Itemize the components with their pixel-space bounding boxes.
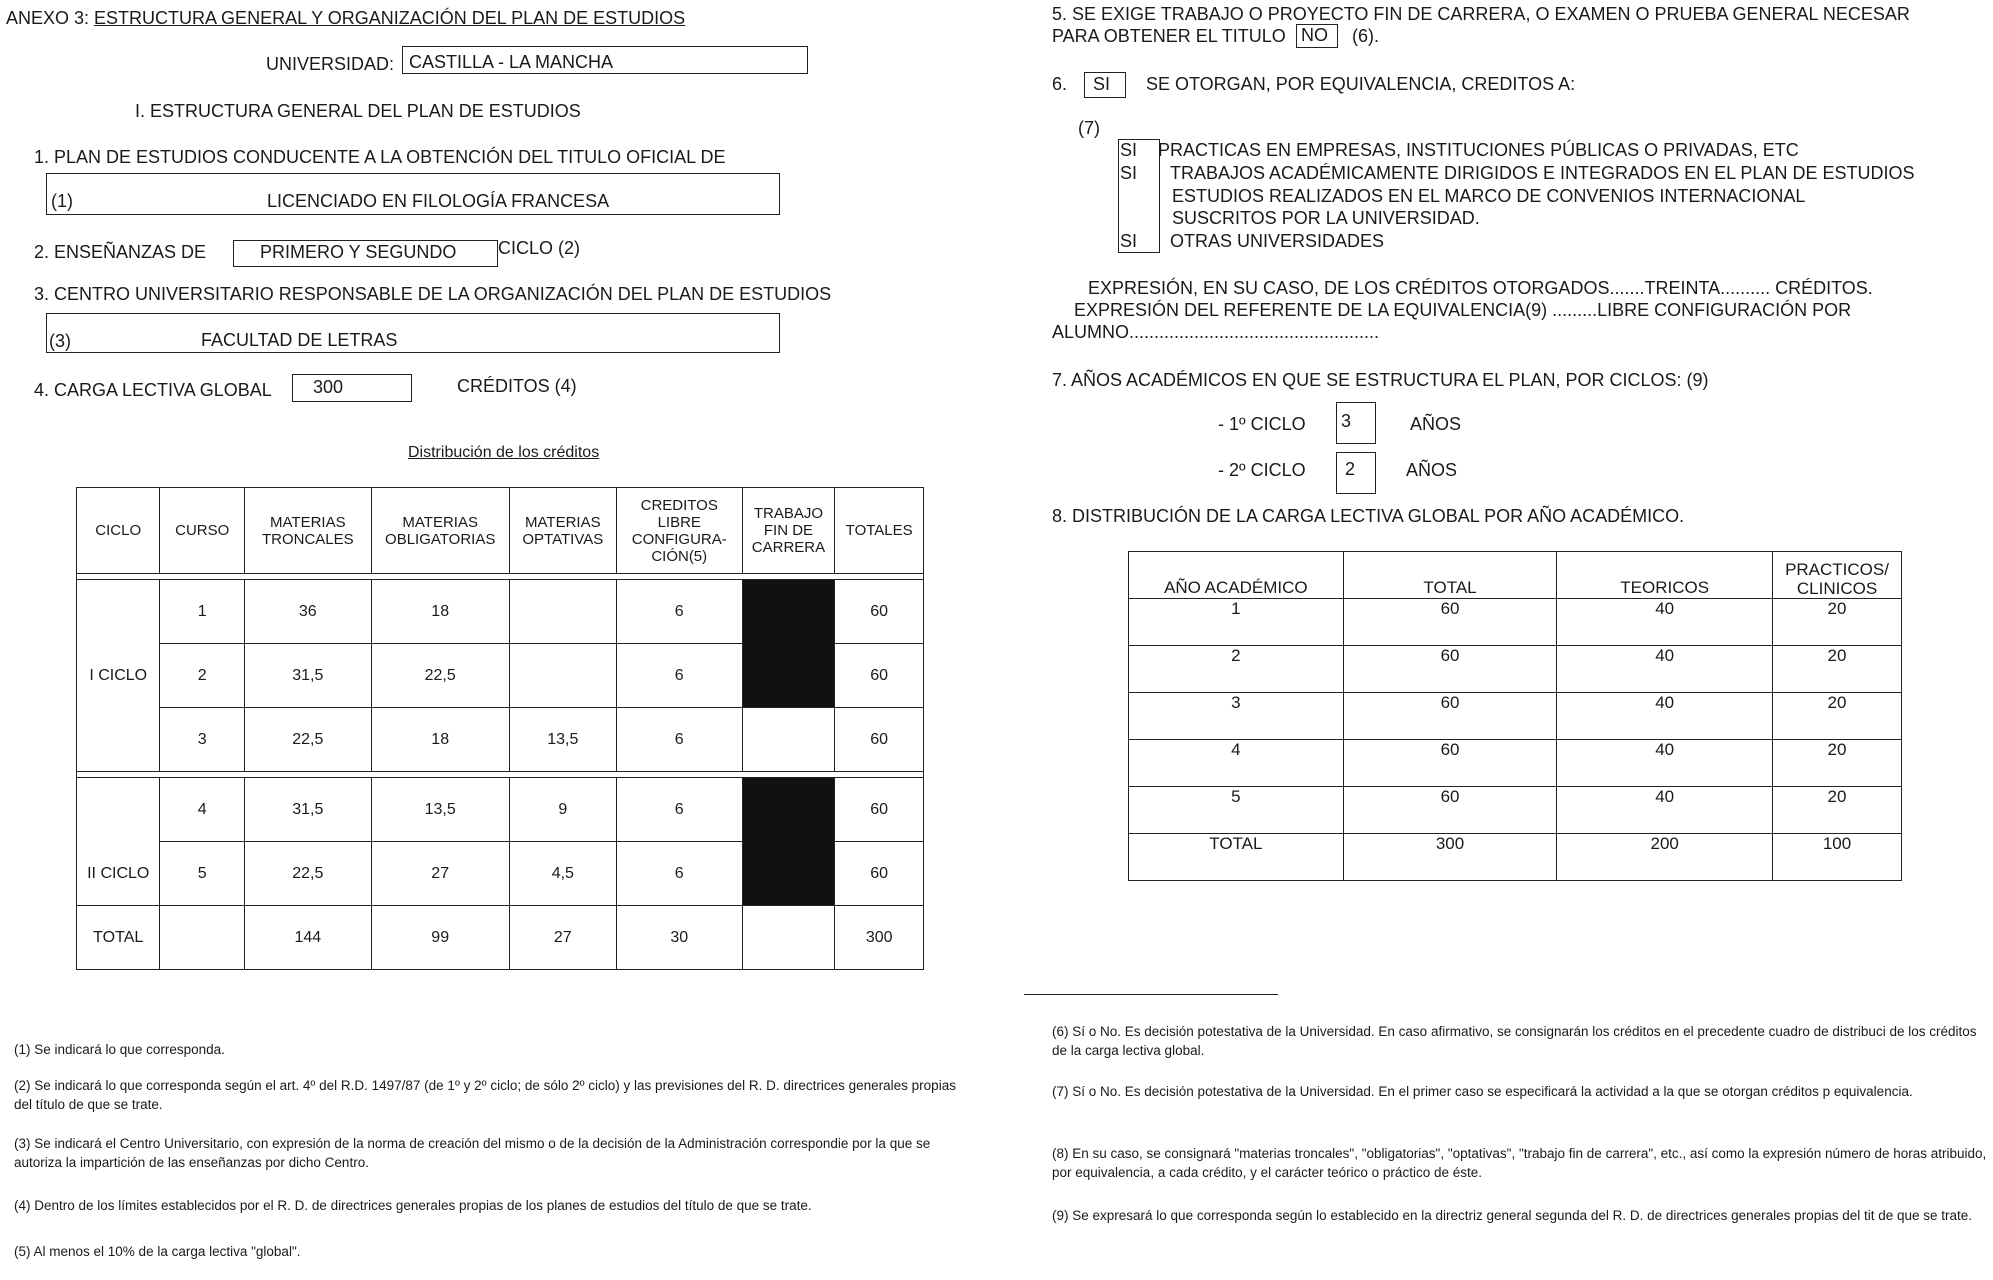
option-text-line: ESTUDIOS REALIZADOS EN EL MARCO DE CONVENIOS INTERNACIONAL [1172,186,1806,206]
item5-text-2: PARA OBTENER EL TITULO [1052,26,1286,46]
option-text: TRABAJOS ACADÉMICAMENTE DIRIGIDOS E INTEGRADOS EN EL PLAN DE ESTUDIOS [1170,163,1915,183]
footnote-6: (6) Sí o No. Es decisión potestativa de la Universidad. En caso afirmativo, se consignarán los créditos en el precedente cuadro de distribuci de los créditos de la carga lectiva global. [1052,1024,1977,1058]
ciclo1-years-value: 3 [1341,411,1352,431]
practice-cell: 20 [1773,740,1902,787]
total-cell: 60 [1343,693,1557,740]
item6-note: (7) [1078,118,1100,138]
ciclo-cell: I CICLO [77,580,160,772]
header-trabajo: TRABAJO FIN DE CARRERA [742,488,835,574]
final-project-value: NO [1301,25,1328,45]
footnote-5: (5) Al menos el 10% de la carga lectiva "global". [14,1244,301,1259]
item6-number: 6. [1052,74,1068,94]
trabajo-cell [742,708,835,772]
optativas-cell [509,580,616,644]
option-text: PRACTICAS EN EMPRESAS, INSTITUCIONES PÚBLICAS O PRIVADAS, ETC [1158,140,1799,160]
obligatorias-cell: 22,5 [371,644,509,708]
university-value: CASTILLA - LA MANCHA [409,52,614,72]
credits-distribution-table [76,487,924,970]
annual-load-table [1128,551,1902,881]
university-field [402,46,808,74]
curso-cell: 2 [160,644,244,708]
troncales-cell: 22,5 [244,708,371,772]
total-cell: 60 [1343,787,1557,834]
table-row [1129,787,1902,834]
obligatorias-cell: 27 [371,842,509,906]
header-curso: CURSO [160,488,244,574]
optativas-cell: 9 [509,778,616,842]
item7-label: 7. AÑOS ACADÉMICOS EN QUE SE ESTRUCTURA EL PLAN, POR CICLOS: (9) [1052,370,1709,390]
item3-note: (3) [49,331,71,351]
final-project-field [1296,24,1338,48]
ciclo1-years-field [1336,402,1376,444]
theory-cell: 200 [1557,834,1773,881]
equivalence-value: SI [1093,74,1111,94]
table-row [77,708,924,772]
table-header-row [77,488,924,574]
trabajo-shaded-cell [742,778,835,906]
item1-label: 1. PLAN DE ESTUDIOS CONDUCENTE A LA OBTENCIÓN DEL TITULO OFICIAL DE [34,147,726,167]
optativas-cell [509,644,616,708]
curso-cell: 5 [160,842,244,906]
annex-title: ESTRUCTURA GENERAL Y ORGANIZACIÓN DEL PLAN DE ESTUDIOS [94,8,686,28]
credits-value: 300 [313,377,344,397]
ciclo1-label: - 1º CICLO [1218,414,1306,434]
ciclo2-years-field [1336,452,1376,494]
year-cell: 1 [1129,599,1344,646]
teaching-value: PRIMERO Y SEGUNDO [260,242,457,262]
libre-cell: 6 [616,842,742,906]
header-troncales: MATERIAS TRONCALES [244,488,371,574]
footnote-8: (8) En su caso, se consignará "materias troncales", "obligatorias", "optativas", "trabajo fin de carrera", etc., así como la expresión número de horas atribuido, por equivalencia, a cada crédito, y el carácter teórico o práctico de éste. [1052,1146,1987,1180]
total-cell: 60 [1343,646,1557,693]
footnote-9: (9) Se expresará lo que corresponda según lo establecido en la directriz general segunda del R. D. de directrices generales propias del tit de que se trate. [1052,1208,1973,1223]
year-cell: 2 [1129,646,1344,693]
troncales-cell: 144 [244,906,371,970]
practice-cell: 20 [1773,787,1902,834]
annex-heading [6,8,685,29]
degree-value: LICENCIADO EN FILOLOGÍA FRANCESA [267,191,610,211]
theory-cell: 40 [1557,599,1773,646]
troncales-cell: 31,5 [244,644,371,708]
ciclo1-years-unit: AÑOS [1410,414,1462,434]
equivalence-expression: EXPRESIÓN DEL REFERENTE DE LA EQUIVALENCIA(9) .........LIBRE CONFIGURACIÓN POR [1074,300,1852,320]
university-label: UNIVERSIDAD: [266,54,395,74]
header-libre: CREDITOS LIBRE CONFIGURA- CIÓN(5) [616,488,742,574]
footnote-4: (4) Dentro de los límites establecidos por el R. D. de directrices generales propias de los planes de estudios del título de que se trate. [14,1198,812,1213]
ciclo2-years-unit: AÑOS [1406,460,1458,480]
header-totales: TOTALES [835,488,924,574]
item4-label: 4. CARGA LECTIVA GLOBAL [34,380,272,400]
footnote-divider [1024,994,1278,995]
header-obligatorias: MATERIAS OBLIGATORIAS [371,488,509,574]
theory-cell: 40 [1557,787,1773,834]
center-field [46,313,780,353]
center-value: FACULTAD DE LETRAS [201,330,398,350]
total-label-cell: TOTAL [77,906,160,970]
item3-label: 3. CENTRO UNIVERSITARIO RESPONSABLE DE LA ORGANIZACIÓN DEL PLAN DE ESTUDIOS [34,284,832,304]
item5-note: (6). [1352,26,1379,46]
libre-cell: 30 [616,906,742,970]
totales-cell: 300 [835,906,924,970]
obligatorias-cell: 18 [371,708,509,772]
teaching-field [233,240,498,267]
year-cell: TOTAL [1129,834,1344,881]
totales-cell: 60 [835,580,924,644]
header-total: TOTAL [1343,552,1557,599]
footnote-7: (7) Sí o No. Es decisión potestativa de la Universidad. En el primer caso se especificará la actividad a la que se otorgan créditos p equivalencia. [1052,1084,1913,1099]
credits-expression: EXPRESIÓN, EN SU CASO, DE LOS CRÉDITOS OTORGADOS.......TREINTA.......... CRÉDITOS. [1088,278,1873,298]
total-cell: 60 [1343,599,1557,646]
footnote-3: (3) Se indicará el Centro Universitario, con expresión de la norma de creación del mismo o de la decisión de la Administración correspondie por la que se autoriza la impartición de las enseñanzas por dicho Centro. [14,1136,931,1170]
header-practice: PRACTICOS/ CLINICOS [1773,552,1902,599]
annex-prefix: ANEXO 3: [6,8,90,28]
item8-label: 8. DISTRIBUCIÓN DE LA CARGA LECTIVA GLOBAL POR AÑO ACADÉMICO. [1052,506,1685,526]
curso-cell: 4 [160,778,244,842]
curso-cell: 1 [160,580,244,644]
item6-text: SE OTORGAN, POR EQUIVALENCIA, CREDITOS A: [1146,74,1576,94]
item2-suffix: CICLO (2) [498,238,581,258]
option-text [1172,186,1986,207]
troncales-cell: 31,5 [244,778,371,842]
practice-cell: 20 [1773,599,1902,646]
option-check: SI [1120,140,1138,160]
table-row [77,778,924,842]
distribution-title: Distribución de los créditos [408,444,600,461]
theory-cell: 40 [1557,740,1773,787]
footnote-2: (2) Se indicará lo que corresponda según el art. 4º del R.D. 1497/87 (de 1º y 2º ciclo; de sólo 2º ciclo) y las previsiones del R. D. directrices generales propias del título de que se trate. [14,1078,956,1112]
ciclo2-years-value: 2 [1345,459,1356,479]
table-row [77,580,924,644]
option-text: SUSCRITOS POR LA UNIVERSIDAD. [1172,208,1480,228]
section-title: I. ESTRUCTURA GENERAL DEL PLAN DE ESTUDIOS [135,101,581,121]
practice-cell: 100 [1773,834,1902,881]
total-cell: 300 [1343,834,1557,881]
totales-cell: 60 [835,644,924,708]
theory-cell: 40 [1557,693,1773,740]
theory-cell: 40 [1557,646,1773,693]
credits-field [292,374,412,402]
curso-cell: 3 [160,708,244,772]
item1-note: (1) [51,191,73,211]
practice-cell: 20 [1773,693,1902,740]
year-cell: 4 [1129,740,1344,787]
optativas-cell: 13,5 [509,708,616,772]
totales-cell: 60 [835,708,924,772]
total-cell: 60 [1343,740,1557,787]
item2-label: 2. ENSEÑANZAS DE [34,242,207,262]
equivalence-field [1084,72,1126,98]
curso-cell [160,906,244,970]
trabajo-shaded-cell [742,580,835,708]
libre-cell: 6 [616,708,742,772]
option-text: OTRAS UNIVERSIDADES [1170,231,1385,251]
footnote-1: (1) Se indicará lo que corresponda. [14,1042,225,1057]
libre-cell: 6 [616,580,742,644]
libre-cell: 6 [616,644,742,708]
item5-text: 5. SE EXIGE TRABAJO O PROYECTO FIN DE CARRERA, O EXAMEN O PRUEBA GENERAL NECESAR [1052,4,1910,24]
table-row [1129,740,1902,787]
table-total-row [1129,834,1902,881]
header-theory: TEORICOS [1557,552,1773,599]
libre-cell: 6 [616,778,742,842]
totales-cell: 60 [835,778,924,842]
obligatorias-cell: 13,5 [371,778,509,842]
header-ciclo: CICLO [77,488,160,574]
table-row [1129,599,1902,646]
year-cell: 3 [1129,693,1344,740]
troncales-cell: 36 [244,580,371,644]
practice-cell: 20 [1773,646,1902,693]
ciclo2-label: - 2º CICLO [1218,460,1306,480]
table-row [1129,646,1902,693]
table-row [1129,693,1902,740]
header-optativas: MATERIAS OPTATIVAS [509,488,616,574]
equivalence-expression-2: ALUMNO.................................................. [1052,322,1380,342]
table-total-row [77,906,924,970]
obligatorias-cell: 18 [371,580,509,644]
year-cell: 5 [1129,787,1344,834]
table-header-row [1129,552,1902,599]
option-check: SI [1120,163,1138,183]
item4-suffix: CRÉDITOS (4) [457,376,577,396]
troncales-cell: 22,5 [244,842,371,906]
trabajo-cell [742,906,835,970]
header-year: AÑO ACADÉMICO [1129,552,1344,599]
optativas-cell: 27 [509,906,616,970]
option-check: SI [1120,231,1138,251]
degree-field [46,173,780,215]
totales-cell: 60 [835,842,924,906]
obligatorias-cell: 99 [371,906,509,970]
optativas-cell: 4,5 [509,842,616,906]
ciclo-cell: II CICLO [77,778,160,906]
